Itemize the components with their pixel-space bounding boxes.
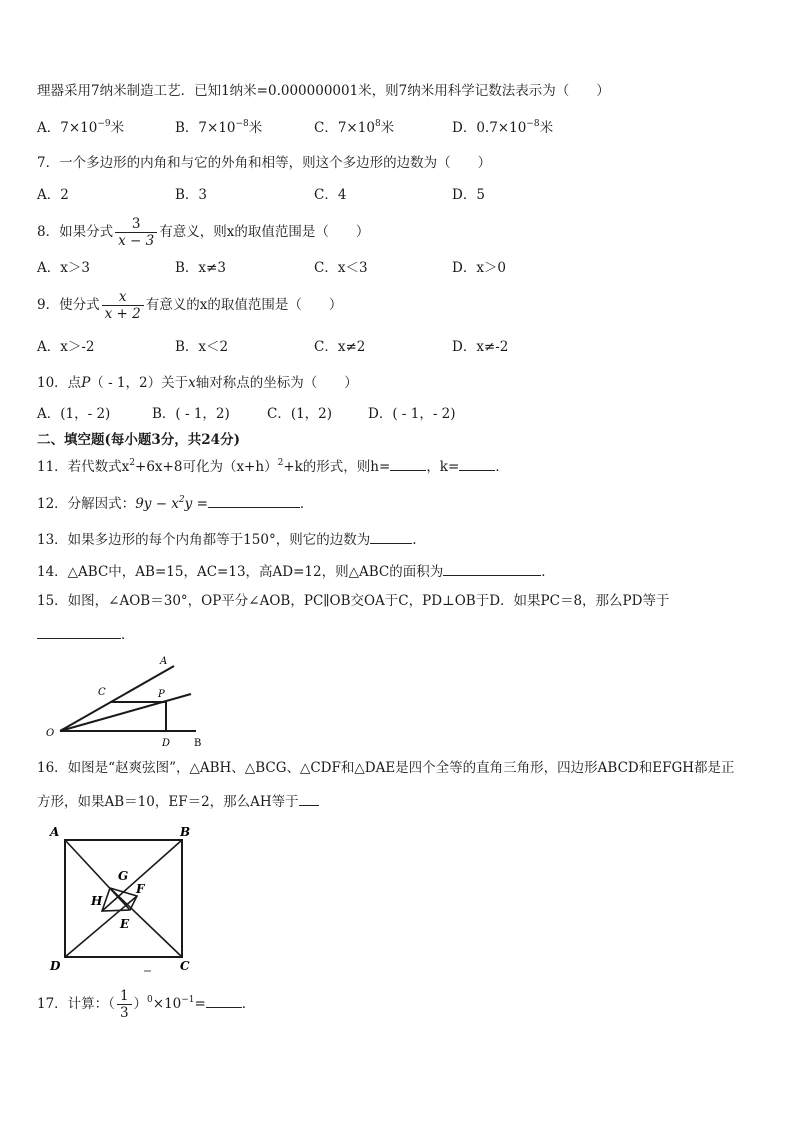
label-d: D: [50, 959, 61, 973]
label-c: C: [98, 687, 106, 698]
q10-option-a[interactable]: A．(1，- 2): [37, 406, 111, 422]
q6-option-d[interactable]: D．$0.7\times 10^{-8}$米: [452, 119, 554, 136]
label-a: A: [160, 656, 168, 667]
q9-option-a[interactable]: A．x＞-2: [37, 339, 95, 355]
q15-answer-line: ．: [37, 624, 135, 645]
section-heading-fill-blank: 二、填空题(每小题3分，共24分): [37, 432, 240, 448]
q9-options: [37, 337, 757, 357]
label-d: D: [162, 738, 171, 749]
q6-stem: 理器采用7纳米制造工艺．已知1纳米=0.000000001米，则7纳米用科学记数法表示为（ ）: [37, 83, 610, 99]
q12-stem: 12．分解因式：$9y - x^2y$ = ．: [37, 495, 314, 512]
label-b: B: [194, 738, 202, 749]
q13-stem: 13．如果多边形的每个内角都等于150°，则它的边数为 .: [37, 529, 417, 550]
q8-option-c[interactable]: C．x＜3: [314, 260, 368, 276]
label-a: A: [50, 825, 60, 839]
q6-options: [37, 118, 757, 138]
q6-option-a[interactable]: A．$7\times 10^{-9}$米: [37, 119, 125, 136]
q8-option-b[interactable]: B．x≠3: [175, 260, 226, 276]
label-o: O: [46, 728, 55, 739]
q9-option-b[interactable]: B．x＜2: [175, 339, 229, 355]
q9-fraction: $\frac{x}{x + 2}$: [102, 289, 144, 322]
q13-blank[interactable]: [370, 529, 412, 544]
q10-option-b[interactable]: B．( - 1，2): [152, 406, 230, 422]
q11-blank-k[interactable]: [459, 456, 495, 471]
label-b: B: [180, 825, 191, 839]
q15-figure: [40, 650, 220, 750]
label-c: C: [180, 959, 190, 973]
q17-blank[interactable]: [206, 993, 242, 1008]
q7-stem: 7．一个多边形的内角和与它的外角和相等，则这个多边形的边数为（ ）: [37, 155, 492, 171]
q17-stem: 17．计算：（ $\frac{1}{3}$ ）$^0\times 10^{-1}=$ ．: [37, 988, 256, 1021]
q6-option-c[interactable]: C．$7\times 10^8$米: [314, 119, 395, 136]
q10-option-c[interactable]: C．(1，2): [267, 406, 333, 422]
ray-op: [60, 694, 191, 731]
q14-stem: 14．△ABC中，AB=15，AC=13，高AD=12，则△ABC的面积为 ．: [37, 561, 555, 582]
q9-stem: 9．使分式 $\frac{x}{x + 2}$ 有意义的x的取值范围是（ ）: [37, 289, 343, 322]
q15-blank[interactable]: [37, 624, 121, 639]
q9-option-d[interactable]: D．x≠-2: [452, 339, 509, 355]
q8-fraction: $\frac{3}{x - 3}$: [115, 216, 157, 249]
q9-option-c[interactable]: C．x≠2: [314, 339, 366, 355]
q10-option-d[interactable]: D．( - 1，- 2): [368, 406, 456, 422]
q10-stem: 10．点P（ - 1，2）关于x轴对称点的坐标为（ ）: [37, 375, 358, 391]
q14-blank[interactable]: [443, 561, 541, 576]
q10-options: [37, 404, 757, 424]
q11-stem: 11．若代数式$x^2+6x+8$可化为$(x+h)^2+k$的形式，则h= ，k= ．: [37, 458, 509, 475]
label-g: G: [118, 869, 129, 883]
label-f: F: [136, 882, 145, 896]
label-h: H: [91, 894, 103, 908]
q11-blank-h[interactable]: [390, 456, 426, 471]
q8-option-a[interactable]: A．x＞3: [37, 260, 90, 276]
q7-option-b[interactable]: B．3: [175, 187, 208, 203]
q16-stem-line1: 16．如图是“赵爽弦图”，△ABH、△BCG、△CDF和△DAE是四个全等的直角三角形，四边形ABCD和EFGH都是正: [37, 760, 735, 776]
q7-option-a[interactable]: A．2: [37, 187, 69, 203]
q12-blank[interactable]: [208, 493, 300, 508]
q16-figure: [40, 818, 210, 978]
q6-option-b[interactable]: B．$7\times 10^{-8}$米: [175, 119, 263, 136]
q15-stem: 15．如图，∠AOB＝30°，OP平分∠AOB，PC∥OB交OA于C，PD⊥OB于D．如果PC＝8，那么PD等于: [37, 593, 670, 609]
segment-bh: [102, 840, 182, 911]
q17-fraction: $\frac{1}{3}$: [117, 988, 132, 1021]
q8-option-d[interactable]: D．x＞0: [452, 260, 507, 276]
label-p: P: [158, 689, 165, 700]
q7-options: [37, 185, 757, 205]
q8-stem: 8．如果分式 $\frac{3}{x - 3}$ 有意义，则x的取值范围是（ ）: [37, 216, 370, 249]
q16-blank[interactable]: [299, 791, 319, 806]
q7-option-d[interactable]: D．5: [452, 187, 485, 203]
q16-stem-line2: 方形，如果AB＝10，EF＝2，那么AH等于: [37, 791, 319, 812]
q7-option-c[interactable]: C．4: [314, 187, 347, 203]
label-e: E: [120, 917, 130, 931]
q8-options: [37, 258, 757, 278]
ray-oa: [60, 666, 174, 731]
